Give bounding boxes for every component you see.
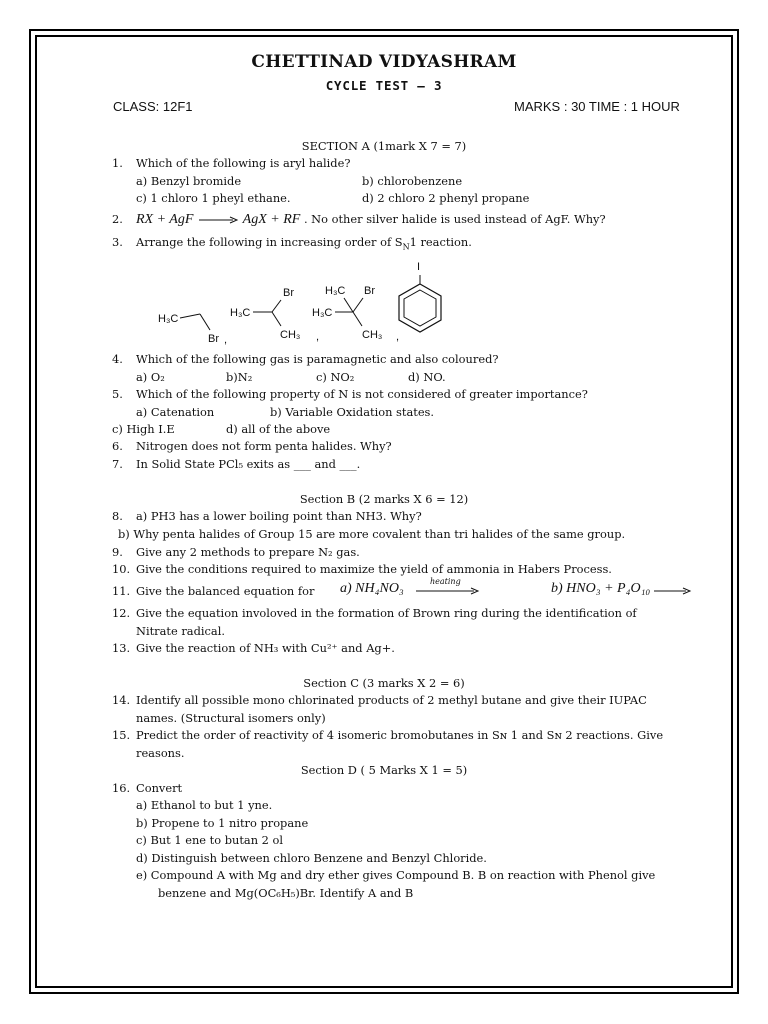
mol3-ch3: CH₃: [362, 329, 383, 341]
q5-option-a: a) Catenation: [136, 405, 215, 419]
marks-time: MARKS : 30 TIME : 1 HOUR: [514, 99, 680, 114]
q5-option-d: d) all of the above: [226, 422, 331, 436]
question-15-line2: reasons.: [136, 746, 185, 760]
question-5: 5. Which of the following property of N is not considered of greater importance?: [112, 387, 588, 401]
q4-option-c: c) NO₂: [316, 370, 355, 384]
q11-arrow-b: [652, 586, 692, 596]
q4-option-d: d) NO.: [408, 370, 446, 384]
section-c-heading: Section C (3 marks X 2 = 6): [303, 676, 465, 690]
question-12-line2: Nitrate radical.: [136, 624, 225, 638]
svg-text:,: ,: [224, 334, 228, 346]
question-7: 7. In Solid State PCl₅ exits as ___ and ___.: [112, 457, 361, 471]
mol3-br: Br: [364, 285, 375, 297]
section-b-heading: Section B (2 marks X 6 = 12): [299, 492, 469, 506]
mol4-i: I: [417, 261, 421, 273]
test-title: CYCLE TEST – 3: [325, 78, 443, 93]
question-11: 11. Give the balanced equation for: [112, 584, 315, 598]
section-a-heading: SECTION A (1mark X 7 = 7): [301, 139, 467, 153]
q4-option-a: a) O₂: [136, 370, 165, 384]
mol2-br: Br: [283, 287, 294, 299]
q5-option-c: c) High I.E: [112, 422, 175, 436]
section-d-heading: Section D ( 5 Marks X 1 = 5): [300, 763, 468, 777]
question-6: 6. Nitrogen does not form penta halides. Why?: [112, 439, 392, 453]
q16-part-c: c) But 1 ene to butan 2 ol: [136, 833, 284, 847]
question-10: 10. Give the conditions required to maximize the yield of ammonia in Habers Process.: [112, 562, 612, 576]
question-13: 13. Give the reaction of NH₃ with Cu²⁺ and Ag+.: [112, 641, 395, 655]
mol2-h3c: H₃C: [230, 307, 251, 319]
q1-option-d: d) 2 chloro 2 phenyl propane: [362, 191, 530, 205]
question-14: 14. Identify all possible mono chlorinated products of 2 methyl butane and give their IUPAC: [112, 693, 647, 707]
mol1-h3c: H₃C: [158, 313, 179, 325]
question-12: 12. Give the equation involoved in the formation of Brown ring during the identification of: [112, 606, 637, 620]
mol2-ch3: CH₃: [280, 329, 301, 341]
school-name: CHETTINAD VIDYASHRAM: [251, 52, 517, 72]
mol1-br: Br: [208, 333, 219, 345]
q16-part-e: e) Compound A with Mg and dry ether gives Compound B. B on reaction with Phenol give: [136, 868, 656, 882]
question-3: 3. Arrange the following in increasing order of $S_N1$ reaction.: [112, 235, 472, 252]
q16-part-b: b) Propene to 1 nitro propane: [136, 816, 309, 830]
svg-text:,: ,: [316, 331, 320, 343]
question-8b: b) Why penta halides of Group 15 are more covalent than tri halides of the same group.: [118, 527, 626, 541]
question-9: 9. Give any 2 methods to prepare N₂ gas.: [112, 545, 360, 559]
q1-option-c: c) 1 chloro 1 pheyl ethane.: [136, 191, 291, 205]
svg-text:,: ,: [396, 331, 400, 343]
q4-option-b: b)N₂: [226, 370, 253, 384]
mol3-h3c-left: H₃C: [312, 307, 333, 319]
class-info: CLASS: 12F1: [113, 99, 193, 114]
question-8: 8. a) PH3 has a lower boiling point than NH3. Why?: [112, 509, 422, 523]
mol3-h3c-top: H₃C: [325, 285, 346, 297]
question-16: 16. Convert: [112, 781, 183, 795]
q11-eq-b: b) HNO₃ + P₄O₁₀: [551, 581, 651, 596]
q11-arrow-label: heating: [430, 577, 461, 586]
q1-option-b: b) chlorobenzene: [362, 174, 463, 188]
molecule-structures: [150, 261, 450, 356]
question-14-line2: names. (Structural isomers only): [136, 711, 326, 725]
q16-part-d: d) Distinguish between chloro Benzene and Benzyl Chloride.: [136, 851, 487, 865]
q16-part-e-line2: benzene and Mg(OC₆H₅)Br. Identify A and B: [158, 886, 414, 900]
question-1: 1. Which of the following is aryl halide?: [112, 156, 351, 170]
question-4: 4. Which of the following gas is paramagnetic and also coloured?: [112, 352, 499, 366]
q11-arrow-a: [414, 586, 480, 596]
q1-option-a: a) Benzyl bromide: [136, 174, 242, 188]
question-15: 15. Predict the order of reactivity of 4 isomeric bromobutanes in Sɴ 1 and Sɴ 2 reactions. Give: [112, 728, 664, 742]
q5-option-b: b) Variable Oxidation states.: [270, 405, 435, 419]
reaction-arrow: [197, 215, 239, 225]
q16-part-a: a) Ethanol to but 1 yne.: [136, 798, 273, 812]
q11-eq-a: a) NH₄NO₃: [340, 581, 404, 596]
question-2: 2. RX + AgF AgX + RF . No other silver halide is used instead of AgF. Why?: [112, 212, 606, 227]
